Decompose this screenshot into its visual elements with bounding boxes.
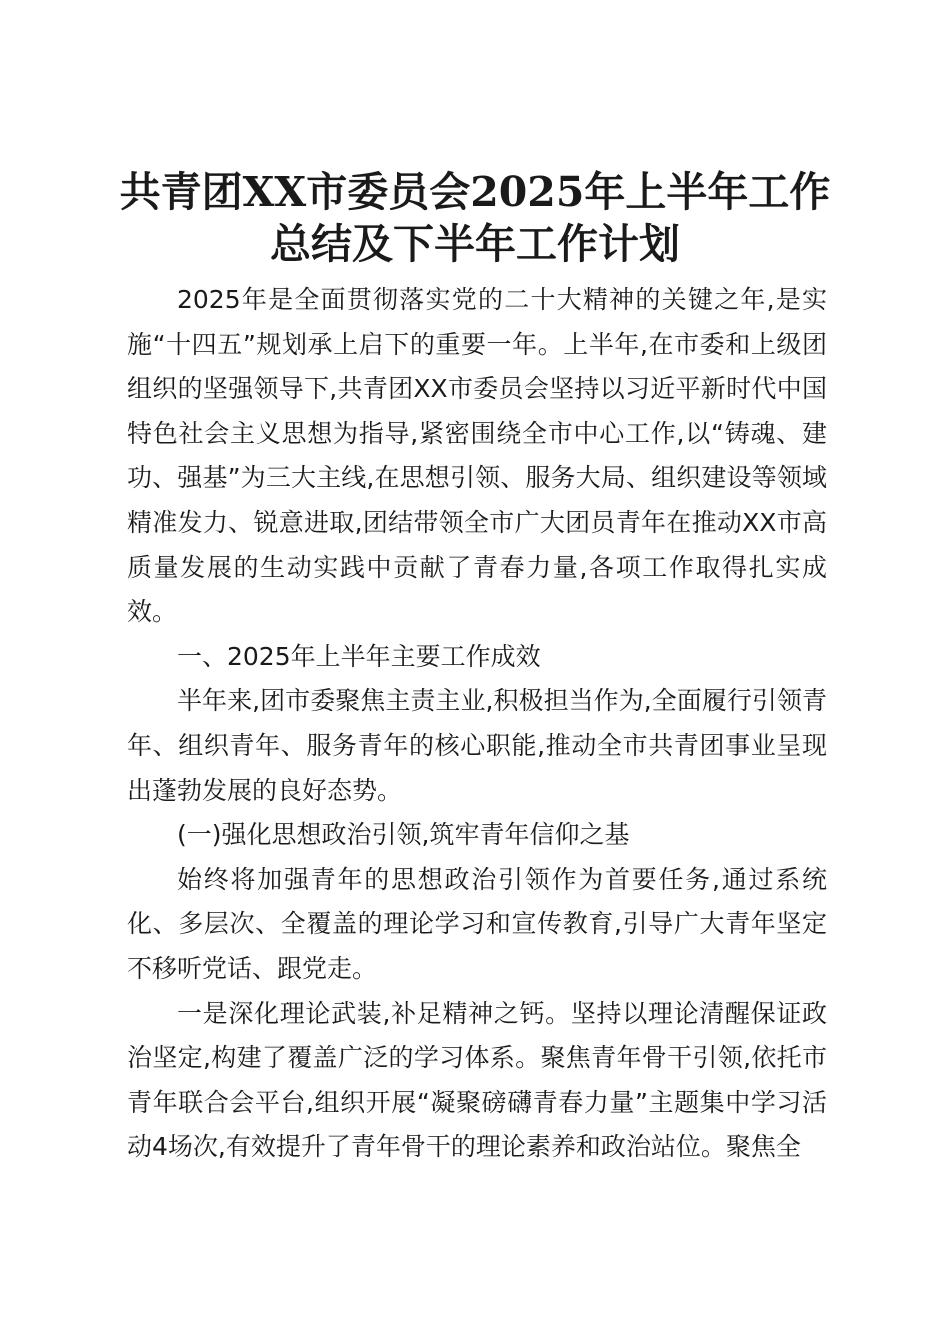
point-1-paragraph: 一是深化理论武装,补足精神之钙。坚持以理论清醒保证政治坚定,构建了覆盖广泛的学习体系。聚焦青年骨干引领,依托市青年联合会平台,组织开展“凝聚磅礴青春力量”主题集中学习活动4场次,有效提升了青年骨干的理论素养和政治站位。聚焦全 <box>127 998 827 1162</box>
document-title <box>110 166 840 270</box>
document-body <box>127 278 827 1170</box>
section-heading-1: 一、2025年上半年主要工作成效 <box>177 641 541 671</box>
intro-paragraph: 2025年是全面贯彻落实党的二十大精神的关键之年,是实施“十四五”规划承上启下的重要一年。上半年,在市委和上级团组织的坚强领导下,共青团XX市委员会坚持以习近平新时代中国特色社会主义思想为指导,紧密围绕全市中心工作,以“铸魂、建功、强基”为三大主线,在思想引领、服务大局、组织建设等领域精准发力、锐意进取,团结带领全市广大团员青年在推动XX市高质量发展的生动实践中贡献了青春力量,各项工作取得扎实成效。 <box>127 285 827 627</box>
subsection-heading-1: (一)强化思想政治引领,筑牢青年信仰之基 <box>177 820 630 850</box>
title-line-1: 共青团XX市委员会2025年上半年工作 <box>119 168 831 216</box>
title-line-2: 总结及下半年工作计划 <box>270 220 680 268</box>
section-1-paragraph: 半年来,团市委聚焦主责主业,积极担当作为,全面履行引领青年、组织青年、服务青年的核心职能,推动全市共青团事业呈现出蓬勃发展的良好态势。 <box>127 686 827 805</box>
subsection-1-paragraph: 始终将加强青年的思想政治引领作为首要任务,通过系统化、多层次、全覆盖的理论学习和宣传教育,引导广大青年坚定不移听党话、跟党走。 <box>127 864 827 983</box>
